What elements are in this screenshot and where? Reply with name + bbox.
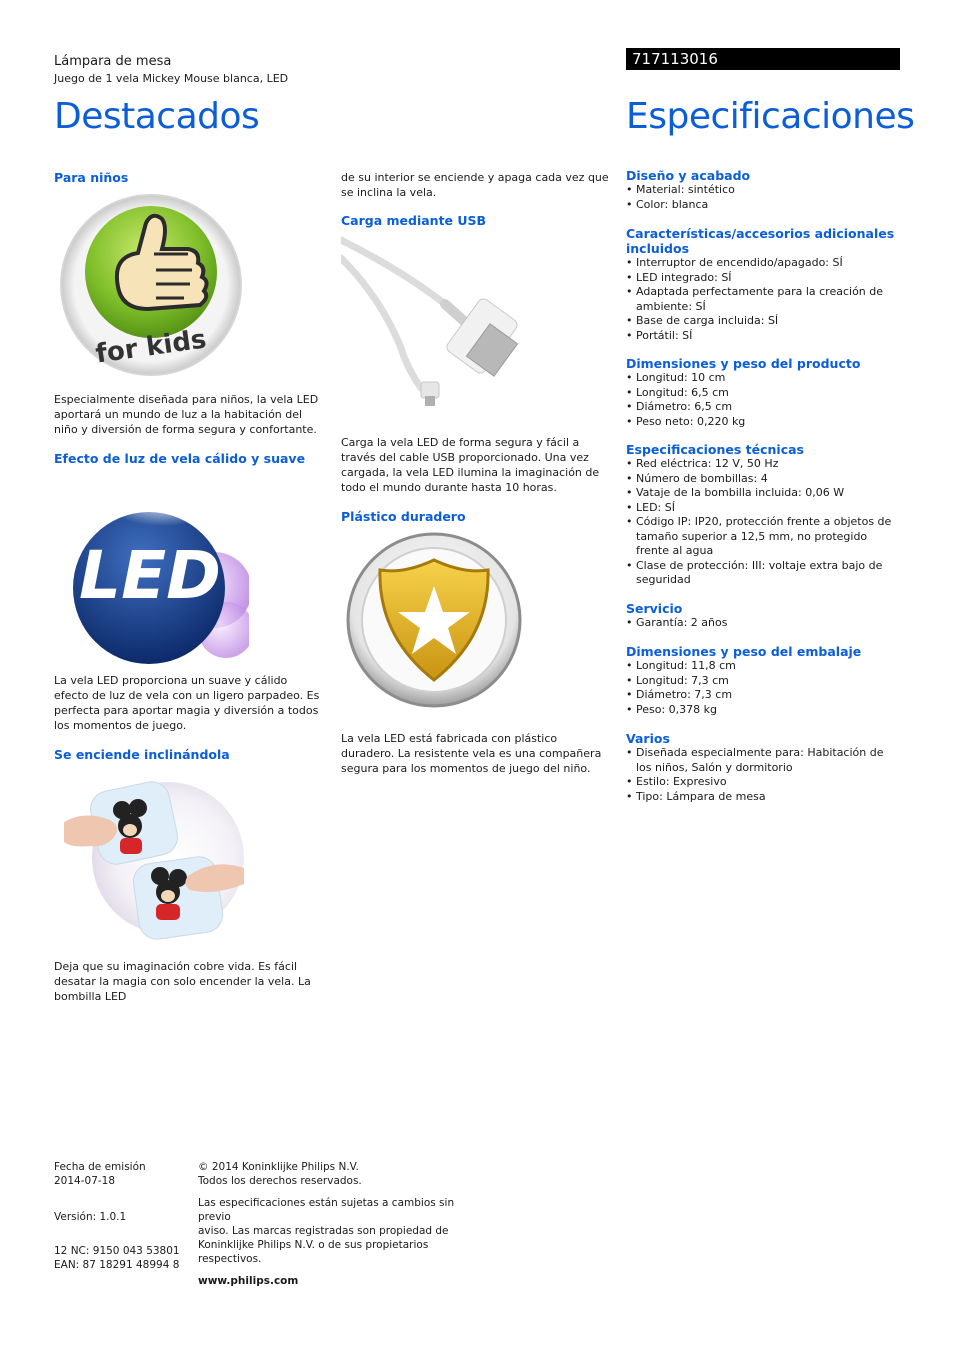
spec-item: • Vataje de la bombilla incluida: 0,06 W (626, 486, 900, 501)
spec-item: • Color: blanca (626, 198, 900, 213)
product-type: Lámpara de mesa (54, 54, 172, 69)
highlight-text-plastic: La vela LED está fabricada con plástico duradero. La resistente vela es una compañera segura para los momentos de juego del niño. (341, 732, 602, 775)
spec-heading: Servicio (626, 601, 683, 616)
footer-meta (54, 1160, 184, 1272)
website-link[interactable]: www.philips.com (198, 1275, 299, 1287)
ean-number: EAN: 87 18291 48994 8 (54, 1259, 180, 1271)
spec-heading: Características/accesorios adicionales incluidos (626, 226, 895, 256)
spec-heading: Dimensiones y peso del producto (626, 356, 861, 371)
spec-item: • Código IP: IP20, protección frente a objetos de tamaño superior a 12,5 mm, no protegido frente al agua (626, 515, 900, 559)
spec-item: • LED: SÍ (626, 501, 900, 516)
spec-item: • Longitud: 11,8 cm (626, 659, 900, 674)
mickey-candles-image-icon (64, 768, 244, 946)
spec-item: • Número de bombillas: 4 (626, 472, 900, 487)
highlight-text-tilt: Deja que su imaginación cobre vida. Es fácil desatar la magia con solo encender la vela. La bombilla LED (54, 960, 311, 1003)
spec-item: • Material: sintético (626, 183, 900, 198)
for-kids-badge-icon (58, 192, 244, 378)
spec-item: • Longitud: 6,5 cm (626, 386, 900, 401)
disclaimer-line: respectivos. (198, 1253, 262, 1265)
disclaimer-line: Las especificaciones están sujetas a cambios sin previo (198, 1197, 455, 1223)
for-kids-badge-text: for kids (93, 324, 209, 370)
highlight-text-candle-light: La vela LED proporciona un suave y cálido efecto de luz de vela con un ligero parpadeo. Es perfecta para aportar magia y diversión a todos los momentos de juego. (54, 674, 320, 732)
spec-heading: Especificaciones técnicas (626, 442, 804, 457)
highlight-text-kids: Especialmente diseñada para niños, la vela LED aportará un mundo de luz a la habitación del niño y diversión de forma segura y confortante. (54, 393, 319, 436)
model-number: 717113016 (626, 48, 900, 70)
spec-section-design (626, 168, 900, 212)
spec-item: • Tipo: Lámpara de mesa (626, 790, 900, 805)
shield-star-icon (346, 530, 522, 710)
usb-cable-icon (341, 232, 521, 408)
nc-number: 12 NC: 9150 043 53801 (54, 1245, 180, 1257)
spec-section-packaging-dimensions (626, 644, 900, 717)
spec-item: • Portátil: SÍ (626, 329, 900, 344)
spec-item: • Peso neto: 0,220 kg (626, 415, 900, 430)
highlight-heading-plastic: Plástico duradero (341, 509, 466, 524)
highlight-heading-kids: Para niños (54, 170, 129, 185)
led-logo-text: LED (79, 537, 221, 614)
led-logo-icon (54, 470, 249, 666)
spec-item: • Longitud: 7,3 cm (626, 674, 900, 689)
spec-item: • Peso: 0,378 kg (626, 703, 900, 718)
highlight-heading-tilt: Se enciende inclinándola (54, 747, 230, 762)
spec-item: • LED integrado: SÍ (626, 271, 900, 286)
spec-section-product-dimensions (626, 356, 900, 429)
spec-item: • Adaptada perfectamente para la creación de ambiente: SÍ (626, 285, 900, 314)
spec-section-technical (626, 442, 900, 588)
product-name: Juego de 1 vela Mickey Mouse blanca, LED (54, 72, 289, 85)
spec-item: • Estilo: Expresivo (626, 775, 900, 790)
spec-section-misc (626, 731, 900, 804)
spec-item: • Diámetro: 6,5 cm (626, 400, 900, 415)
disclaimer-line: Koninklijke Philips N.V. o de sus propietarios (198, 1239, 429, 1251)
spec-item: • Diseñada especialmente para: Habitación de los niños, Salón y dormitorio (626, 746, 900, 775)
highlight-text-tilt-cont: de su interior se enciende y apaga cada vez que se inclina la vela. (341, 171, 609, 199)
rights: Todos los derechos reservados. (198, 1175, 362, 1187)
issue-date-label: Fecha de emisión (54, 1161, 146, 1173)
highlights-title: Destacados (54, 96, 260, 137)
highlight-text-usb: Carga la vela LED de forma segura y fácil a través del cable USB proporcionado. Una vez cargada, la vela LED ilumina la imaginación de todo el mundo durante hasta 10 horas. (341, 436, 600, 494)
copyright: © 2014 Koninklijke Philips N.V. (198, 1161, 359, 1173)
spec-item: • Base de carga incluida: SÍ (626, 314, 900, 329)
specs-title: Especificaciones (626, 96, 915, 137)
version: Versión: 1.0.1 (54, 1211, 127, 1223)
issue-date: 2014-07-18 (54, 1175, 116, 1187)
highlight-heading-usb: Carga mediante USB (341, 213, 487, 228)
highlight-heading-candle-light: Efecto de luz de vela cálido y suave (54, 451, 306, 466)
footer-legal (198, 1160, 478, 1288)
spec-heading: Diseño y acabado (626, 168, 751, 183)
spec-heading: Dimensiones y peso del embalaje (626, 644, 862, 659)
spec-section-features (626, 226, 900, 343)
spec-section-service (626, 601, 900, 631)
spec-item: • Interruptor de encendido/apagado: SÍ (626, 256, 900, 271)
spec-item: • Red eléctrica: 12 V, 50 Hz (626, 457, 900, 472)
spec-item: • Diámetro: 7,3 cm (626, 688, 900, 703)
spec-item: • Longitud: 10 cm (626, 371, 900, 386)
spec-item: • Clase de protección: III: voltaje extra bajo de seguridad (626, 559, 900, 588)
spec-heading: Varios (626, 731, 670, 746)
disclaimer-line: aviso. Las marcas registradas son propiedad de (198, 1225, 449, 1237)
spec-item: • Garantía: 2 años (626, 616, 900, 631)
